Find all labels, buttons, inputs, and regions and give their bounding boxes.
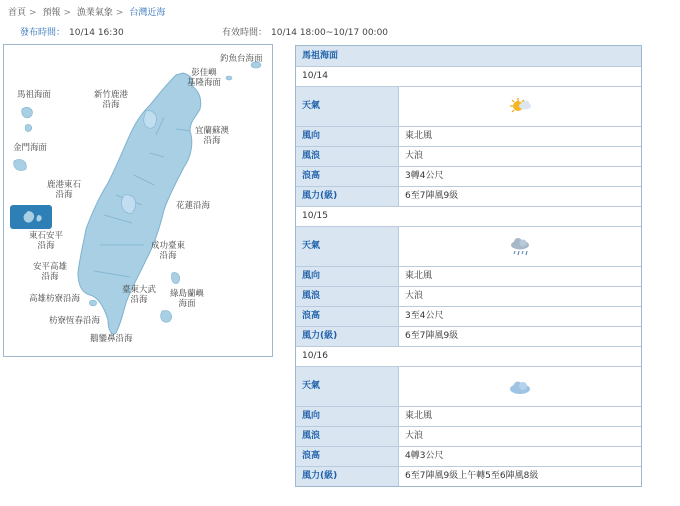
weather-value: [399, 87, 641, 126]
forecast-date: 10/16: [296, 347, 641, 366]
map-label-dongshi[interactable]: 東石安平 沿海: [29, 231, 64, 251]
map-label-penghu[interactable]: 澎湖海面: [9, 193, 44, 203]
map-label-kinmen[interactable]: 金門海面: [13, 143, 48, 153]
map-label-yilan[interactable]: 宜蘭蘇澳 沿海: [195, 126, 230, 146]
map-label-mazu[interactable]: 馬祖海面: [17, 90, 52, 100]
wind-force-label: 風力(級): [296, 327, 399, 346]
wind-wave-label: 風浪: [296, 427, 399, 446]
wave-height-value: 3至4公尺: [405, 311, 444, 321]
breadcrumb-separator: >: [115, 8, 124, 18]
wind-force-value: 6至7陣風9級: [405, 191, 459, 201]
breadcrumb-separator: >: [29, 8, 37, 18]
cloud-icon: [507, 377, 533, 397]
issue-time: [20, 25, 124, 38]
map-label-diaoyutai[interactable]: 釣魚台海面: [220, 54, 263, 64]
map-label-gaoxiong[interactable]: 高雄枋寮沿海: [29, 294, 81, 304]
map-label-chenggong[interactable]: 成功臺東 沿海: [151, 241, 186, 261]
wind-dir-value: 東北風: [405, 411, 433, 421]
wind-wave-value: 大浪: [405, 151, 424, 161]
map-label-xinzhu[interactable]: 新竹鹿港 沿海: [94, 90, 129, 110]
breadcrumb-fishery[interactable]: 漁業氣象: [76, 8, 113, 18]
wind-force-label: 風力(級): [296, 467, 399, 486]
breadcrumb-current: 台灣近海: [129, 8, 166, 18]
wind-force-value: 6至7陣風9級上午轉5至6陣風8級: [405, 471, 539, 481]
breadcrumb-separator: >: [63, 8, 71, 18]
wave-height-label: 浪高: [296, 307, 399, 326]
wind-dir-label: 風向: [296, 127, 399, 146]
rain-cloud-icon: [507, 237, 533, 257]
sun-cloud-icon: [507, 97, 533, 117]
map-label-eluanbi[interactable]: 鵝鑾鼻沿海: [90, 334, 133, 344]
map-label-fangliao[interactable]: 枋寮恆春沿海: [49, 316, 101, 326]
wind-dir-label: 風向: [296, 407, 399, 426]
wave-height-label: 浪高: [296, 447, 399, 466]
forecast-panel: [295, 45, 642, 487]
wind-wave-value: 大浪: [405, 291, 424, 301]
wave-height-value: 3轉4公尺: [405, 171, 444, 181]
wave-height-value: 4轉3公尺: [405, 451, 444, 461]
breadcrumb-forecast[interactable]: 預報: [42, 8, 61, 18]
map-label-hualien[interactable]: 花蓮沿海: [176, 201, 211, 211]
wind-dir-value: 東北風: [405, 271, 433, 281]
valid-time-label: 有效時間：: [222, 28, 268, 38]
map-label-pengjia[interactable]: 彭佳嶼 基隆海面: [187, 68, 222, 88]
wind-wave-label: 風浪: [296, 287, 399, 306]
wind-wave-value: 大浪: [405, 431, 424, 441]
map-label-anping[interactable]: 安平高雄 沿海: [33, 262, 68, 282]
issue-time-value: 10/14 16:30: [69, 28, 124, 38]
wind-dir-label: 風向: [296, 267, 399, 286]
weather-label: 天氣: [296, 367, 399, 406]
weather-label: 天氣: [296, 227, 399, 266]
valid-time-value: 10/14 18:00~10/17 00:00: [271, 28, 389, 38]
wind-wave-label: 風浪: [296, 147, 399, 166]
map-label-lugang[interactable]: 鹿港東石 沿海: [47, 180, 82, 200]
forecast-date: 10/14: [296, 67, 641, 86]
weather-value: [399, 367, 641, 406]
wave-height-label: 浪高: [296, 167, 399, 186]
breadcrumb: [8, 5, 165, 18]
weather-value: [399, 227, 641, 266]
issue-time-label: 發布時間：: [20, 28, 66, 38]
weather-label: 天氣: [296, 87, 399, 126]
breadcrumb-home[interactable]: 首頁: [8, 8, 27, 18]
wind-dir-value: 東北風: [405, 131, 433, 141]
forecast-date: 10/15: [296, 207, 641, 226]
map-label-taidong[interactable]: 臺東大武 沿海: [122, 285, 157, 305]
area-title: 馬祖海面: [296, 46, 641, 66]
wind-force-label: 風力(級): [296, 187, 399, 206]
valid-time: [222, 25, 388, 38]
wind-force-value: 6至7陣風9級: [405, 331, 459, 341]
taiwan-sea-map: [3, 44, 273, 357]
map-label-ludao[interactable]: 綠島蘭嶼 海面: [170, 289, 205, 309]
